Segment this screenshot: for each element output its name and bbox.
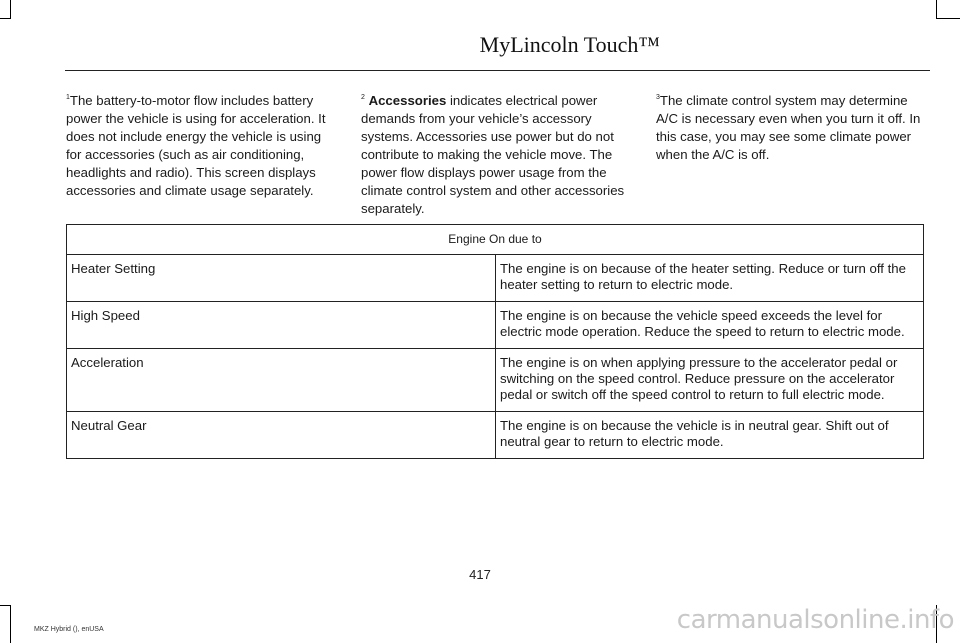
- crop-mark: [10, 605, 11, 643]
- table-row: [67, 255, 924, 302]
- crop-mark: [0, 605, 11, 606]
- table-row: [67, 302, 924, 349]
- table-row: [67, 349, 924, 412]
- crop-mark: [10, 0, 11, 18]
- footnote-2: [361, 92, 631, 218]
- crop-mark: [0, 18, 11, 19]
- watermark: carmanualsonline.info: [676, 605, 954, 635]
- footnote-3: [656, 92, 926, 164]
- crop-mark: [936, 0, 937, 18]
- footnote-1: [66, 92, 336, 200]
- row-label: High Speed: [67, 302, 496, 349]
- row-label: Neutral Gear: [67, 412, 496, 459]
- page-number: 417: [469, 567, 491, 582]
- row-description: The engine is on when applying pressure to the accelerator pedal or switching on the speed control. Reduce pressure on the accelerator pedal or switch off the speed control to return to full electric mode.: [496, 349, 924, 412]
- footnote-text: The battery-to-motor flow includes battery power the vehicle is using for acceleration. It does not include energy the vehicle is using for accessories (such as air conditioning, headlights and radio). This screen displays accessories and climate usage separately.: [66, 93, 326, 198]
- document-id: MKZ Hybrid (), enUSA: [34, 626, 104, 633]
- row-description: The engine is on because of the heater setting. Reduce or turn off the heater setting to return to electric mode.: [496, 255, 924, 302]
- footnote-marker: 1: [66, 94, 70, 101]
- table-header: Engine On due to: [67, 225, 924, 255]
- row-description: The engine is on because the vehicle speed exceeds the level for electric mode operation. Reduce the speed to return to electric mode.: [496, 302, 924, 349]
- footnote-term: Accessories: [368, 93, 447, 108]
- engine-on-table: [66, 224, 924, 459]
- crop-mark: [936, 18, 960, 19]
- footnote-text: The climate control system may determine A/C is necessary even when you turn it off. In this case, you may see some climate power when the A/C is off.: [656, 93, 921, 162]
- footnote-marker: 2: [361, 94, 365, 101]
- footnote-text: indicates electrical power demands from your vehicle’s accessory systems. Accessories use power but do not contribute to making the vehicle move. The power flow displays power usage from the climate control system and other accessories separately.: [361, 93, 625, 216]
- footnote-marker: 3: [656, 94, 660, 101]
- row-label: Heater Setting: [67, 255, 496, 302]
- table-row: [67, 412, 924, 459]
- page-title: MyLincoln Touch™: [479, 32, 660, 57]
- row-description: The engine is on because the vehicle is in neutral gear. Shift out of neutral gear to return to electric mode.: [496, 412, 924, 459]
- row-label: Acceleration: [67, 349, 496, 412]
- header-divider: [65, 70, 930, 71]
